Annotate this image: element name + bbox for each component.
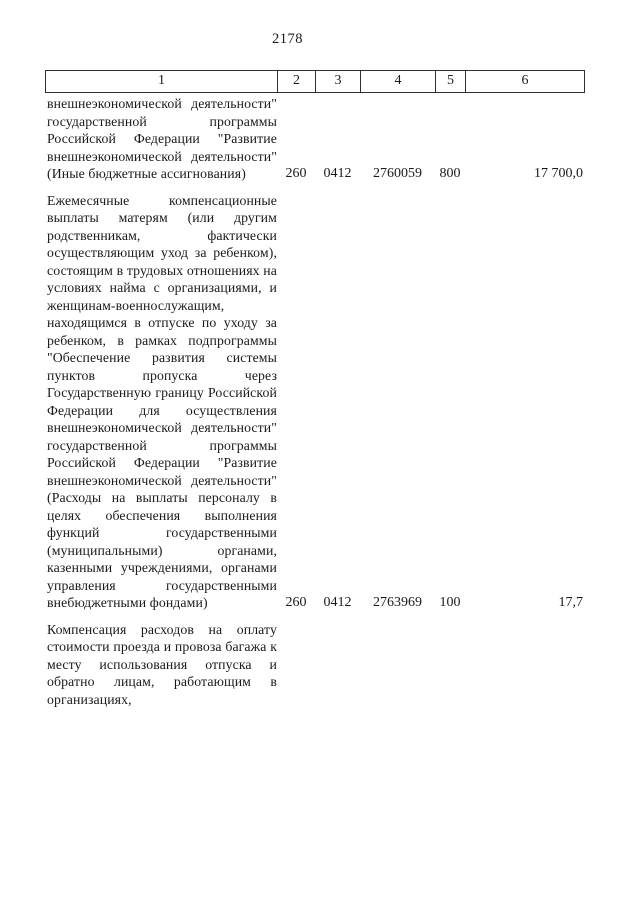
budget-table	[45, 70, 585, 708]
page-number: 2178	[272, 31, 303, 47]
row-value-col4: 2763969	[373, 595, 422, 610]
row-value-col6: 17 700,0	[534, 166, 583, 181]
header-cell-3: 3	[315, 71, 360, 92]
row-text: Компенсация расходов на оплату стоимости проезда и провоза багажа к месту использования отпуска и обратно лицам, работающим в организациях,	[47, 621, 277, 707]
row-value-col6: 17,7	[558, 595, 583, 610]
header-cell-6: 6	[465, 71, 584, 92]
row-value-col3: 0412	[323, 166, 352, 181]
header-cell-2: 2	[277, 71, 315, 92]
table-row	[45, 621, 585, 709]
row-text: внешнеэкономической деятельности" государственной программы Российской Федерации "Развитие внешнеэкономической деятельности" (Иные бюджетные ассигнования)	[47, 96, 277, 181]
row-value-col5: 800	[439, 166, 461, 181]
row-value-col4: 2760059	[373, 166, 422, 181]
header-cell-1: 1	[158, 73, 165, 88]
row-text: Ежемесячные компенсационные выплаты матерям (или другим родственникам, фактически осуществляющим уход за ребенком), состоящим в трудовых отношениях на условиях найма с организациями, и женщинам-военнослужащим, находящимся в отпуске по уходу за ребенком, в рамках подпрограммы "Обеспечение развития системы пунктов пропуска через Государственную границу Российской Федерации для осуществления внешнеэкономической деятельности" государственной программы Российской Федерации "Развитие внешнеэкономической деятельности" (Расходы на выплаты персоналу в целях обеспечения выполнения функций государственными (муниципальными) органами, казенными учреждениями, органами управления государственными внебюджетными фондами)	[47, 192, 277, 610]
table-row	[45, 95, 585, 183]
header-cell-5: 5	[435, 71, 465, 92]
header-cell-4: 4	[360, 71, 435, 92]
table-header-row	[45, 70, 585, 93]
row-value-col5: 100	[439, 595, 461, 610]
row-value-col2: 260	[285, 595, 307, 610]
row-value-col3: 0412	[323, 595, 352, 610]
table-row	[45, 192, 585, 612]
row-value-col2: 260	[285, 166, 307, 181]
